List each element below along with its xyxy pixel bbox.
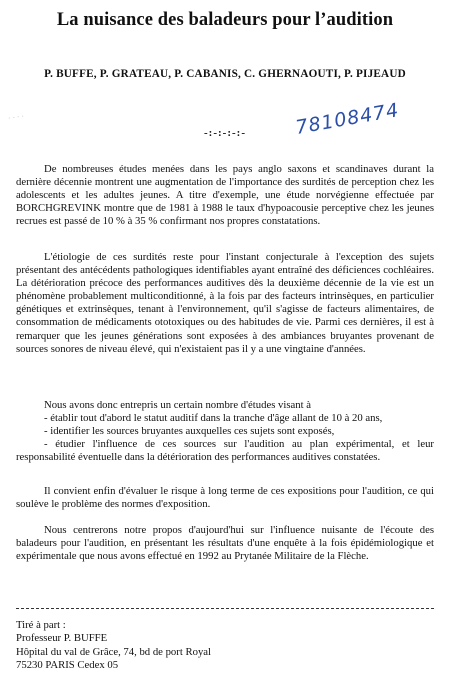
reprint-label: Tiré à part : [16, 619, 66, 631]
paragraph-text: Il convient enfin d'évaluer le risque à long terme de ces expositions pour l'audition, ce qui soulève le problème des normes d'exposition. [16, 485, 434, 511]
study-objectives-list [16, 399, 434, 464]
faint-mark: · · · · [7, 110, 25, 124]
contact-name: Professeur P. BUFFE [16, 632, 108, 645]
paragraph-introduction [16, 163, 434, 228]
paragraph-etiology [16, 251, 434, 356]
paragraph-long-term-risk [16, 485, 434, 511]
list-item: - identifier les sources bruyantes auxquelles ces sujets sont exposés, [44, 425, 335, 438]
list-item: - établir tout d'abord le statut auditif dans la tranche d'âge allant de 10 à 20 ans, [44, 412, 383, 425]
paragraph-text: De nombreuses études menées dans les pays anglo saxons et scandinaves durant la dernière décennie montrent une augmentation de l'importance des surdités de perception chez les adolescents et les adultes jeunes. A titre d'exemple, une étude norvégienne effectuée par BORCHGREVINK montre que de 1981 à 1988 le taux d'hypoacousie perceptive chez les jeunes recrues est passé de 10 % à 35 % confirmant nos propres constatations. [16, 163, 434, 228]
section-separator: -:-:-:-:- [204, 127, 246, 139]
contact-city: 75230 PARIS Cedex 05 [16, 659, 119, 672]
paragraph-text: Nous centrerons notre propos d'aujourd'hui sur l'influence nuisante de l'écoute des baladeurs pour l'audition, en présentant les résultats d'une enquête à la fois épidémiologique et expérimentale que nous avons effectué en 1992 au Prytanée Militaire de la Flèche. [16, 524, 434, 563]
paragraph-text: L'étiologie de ces surdités reste pour l'instant conjecturale à l'exception des sujets présentant des antécédents pathologiques identifiables ayant entraîné des déficiences cochléaires. La détérioration précoce des performances auditives dès la deuxième décennie de la vie est un phénomène probablement multiconditionné, à la fois par des facteurs intrinsèques, en particulier génétiques et extrinsèques, tenant à l'environnement, qu'il s'agisse de facteurs alimentaires, de consommation de médicaments ototoxiques ou des habitudes de vie. Parmi ces dernières, il est à remarquer que les jeunes générations sont exposées à des ambiances bruyantes provenant de sources sonores de niveau élevé, qui n'existaient pas il y a une vingtaine d'années. [16, 251, 434, 355]
author-list: P. BUFFE, P. GRATEAU, P. CABANIS, C. GHERNAOUTI, P. PIJEAUD [44, 68, 406, 80]
handwritten-reference-number: 78108474 [293, 99, 401, 139]
footer-divider [16, 608, 434, 609]
list-intro: Nous avons donc entrepris un certain nombre d'études visant à [44, 399, 311, 411]
document-title: La nuisance des baladeurs pour l’audition [56, 10, 394, 30]
contact-address: Hôpital du val de Grâce, 74, bd de port Royal [16, 645, 211, 658]
list-item: - étudier l'influence de ces sources sur l'audition au plan expérimental, et leur responsabilité éventuelle dans la détérioration des performances auditives constatées. [16, 438, 434, 464]
paragraph-focus [16, 524, 434, 563]
reprint-address [16, 619, 434, 673]
